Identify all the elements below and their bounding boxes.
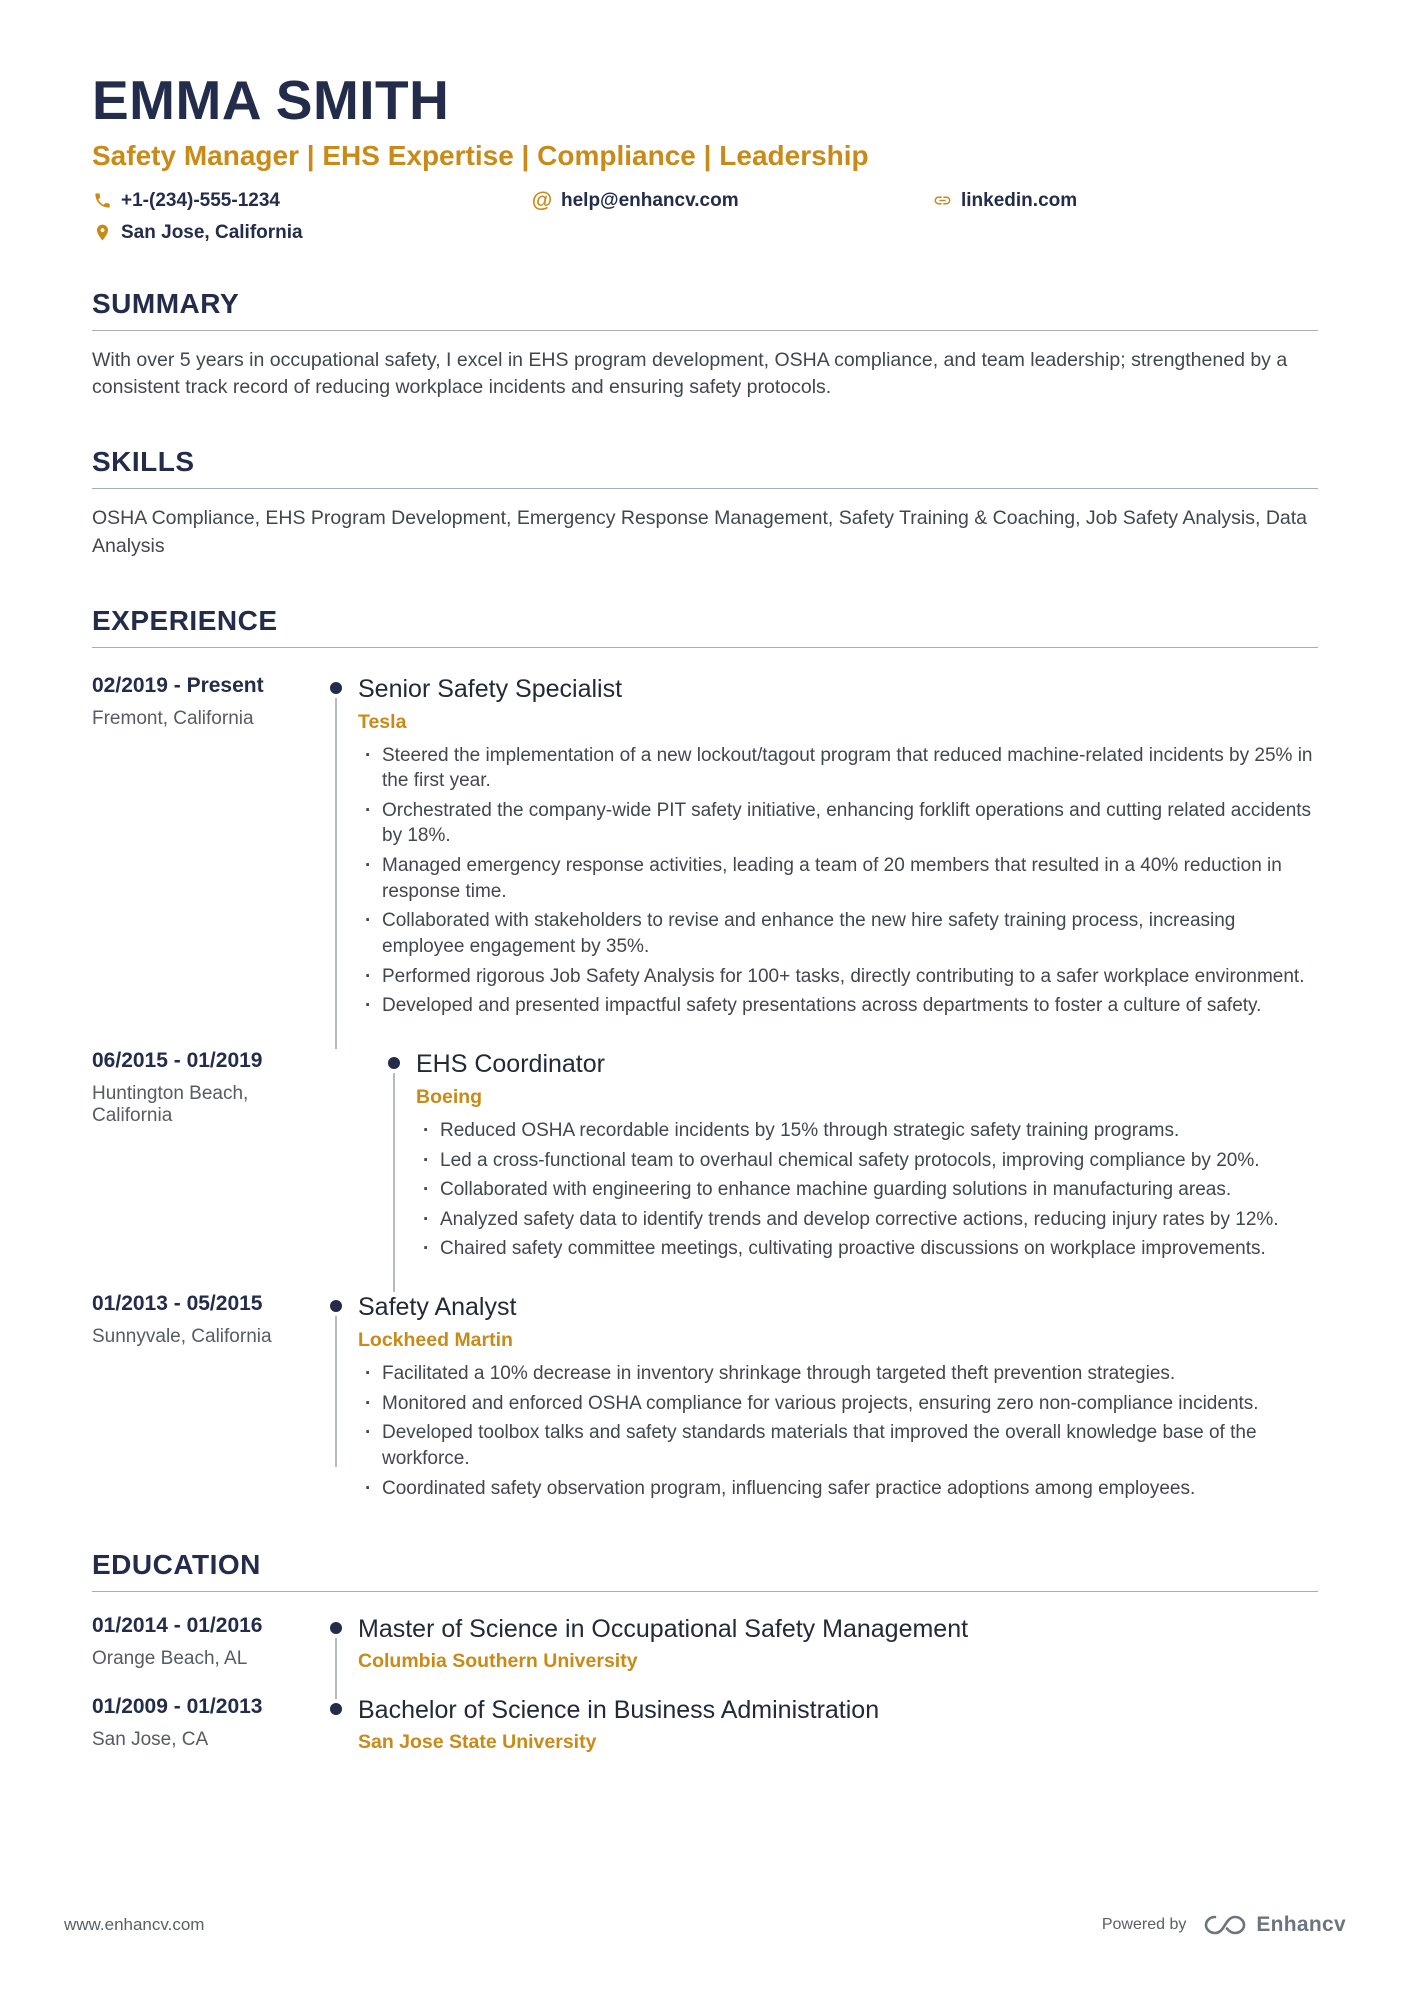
link-text: linkedin.com (961, 189, 1078, 211)
skills-heading: SKILLS (92, 446, 1318, 489)
timeline-dot (330, 1622, 342, 1634)
experience-location: Fremont, California (92, 707, 254, 729)
company-name: Tesla (358, 710, 407, 733)
experience-dates: 02/2019 - Present (92, 673, 264, 697)
timeline (314, 1614, 358, 1673)
candidate-headline: Safety Manager | EHS Expertise | Compliance | Leadership (92, 139, 869, 171)
link-icon (932, 191, 952, 211)
education-dates: 01/2009 - 01/2013 (92, 1695, 263, 1719)
experience-entry (92, 674, 1318, 1023)
experience-dates: 01/2013 - 05/2015 (92, 1292, 263, 1316)
contact-section (92, 190, 1318, 244)
education-heading: EDUCATION (92, 1549, 1318, 1592)
education-entry (92, 1614, 1318, 1673)
candidate-name: EMMA SMITH (92, 69, 450, 131)
experience-entry (92, 1049, 1318, 1266)
page-footer (64, 1913, 1346, 1937)
email-contact[interactable] (532, 190, 932, 212)
experience-location: Huntington Beach, California (92, 1082, 249, 1126)
summary-section (92, 288, 1318, 402)
experience-section (92, 605, 1318, 1506)
timeline-line (393, 1073, 395, 1292)
experience-entry (92, 1292, 1318, 1505)
school-name: Columbia Southern University (358, 1650, 638, 1673)
resume-header (92, 69, 1318, 244)
experience-heading: EXPERIENCE (92, 605, 1318, 648)
email-address: help@enhancv.com (561, 189, 739, 211)
job-bullets (416, 1118, 1318, 1262)
bullet-item: · Facilitated a 10% decrease in inventory shrinkage through targeted theft prevention strategies. (382, 1361, 1318, 1387)
bullet-item: · Monitored and enforced OSHA compliance for various projects, ensuring zero non-compliance incidents. (382, 1391, 1318, 1417)
bullet-item: · Collaborated with stakeholders to revise and enhance the new hire safety training process, increasing employee engagement by 35%. (382, 908, 1318, 959)
bullet-item: · Reduced OSHA recordable incidents by 15% through strategic safety training programs. (440, 1118, 1318, 1144)
education-entry (92, 1695, 1318, 1754)
bullet-item: · Developed toolbox talks and safety standards materials that improved the overall knowledge base of the workforce. (382, 1420, 1318, 1471)
company-name: Boeing (416, 1085, 483, 1108)
job-title: EHS Coordinator (416, 1049, 605, 1078)
phone-number: +1-(234)-555-1234 (121, 189, 280, 211)
timeline-line (335, 698, 337, 1049)
timeline-line (335, 1316, 337, 1467)
degree-title: Master of Science in Occupational Safety Management (358, 1615, 969, 1644)
email-icon: @ (531, 189, 553, 213)
education-location: San Jose, CA (92, 1729, 209, 1751)
timeline (314, 674, 358, 1023)
bullet-item: · Chaired safety committee meetings, cultivating proactive discussions on workplace improvements. (440, 1236, 1318, 1262)
timeline (372, 1049, 416, 1266)
school-name: San Jose State University (358, 1731, 597, 1754)
bullet-item: · Steered the implementation of a new lockout/tagout program that reduced machine-related incidents by 25% in the first year. (382, 743, 1318, 794)
education-section (92, 1549, 1318, 1754)
phone-contact[interactable] (92, 190, 532, 212)
job-title: Senior Safety Specialist (358, 674, 623, 703)
bullet-item: · Performed rigorous Job Safety Analysis for 100+ tasks, directly contributing to a safer workplace environment. (382, 964, 1318, 990)
link-contact[interactable] (932, 190, 1318, 212)
enhancv-logo-icon (1202, 1913, 1248, 1937)
timeline-dot (330, 1703, 342, 1715)
experience-location: Sunnyvale, California (92, 1326, 272, 1348)
job-bullets (358, 1361, 1318, 1501)
bullet-item: · Collaborated with engineering to enhance machine guarding solutions in manufacturing areas. (440, 1177, 1318, 1203)
location-text: San Jose, California (121, 221, 303, 243)
enhancv-brand-name: Enhancv (1256, 1913, 1346, 1936)
timeline-dot (388, 1057, 400, 1069)
summary-text: With over 5 years in occupational safety, I excel in EHS program development, OSHA compliance, and team leadership; strengthened by a consistent track record of reducing workplace incidents and ensuring safety protocols. (92, 348, 1288, 399)
education-dates: 01/2014 - 01/2016 (92, 1614, 263, 1638)
bullet-item: · Coordinated safety observation program, influencing safer practice adoptions among employees. (382, 1476, 1318, 1502)
timeline (314, 1695, 358, 1754)
experience-dates: 06/2015 - 01/2019 (92, 1048, 263, 1072)
bullet-item: · Analyzed safety data to identify trends and develop corrective actions, reducing injury rates by 12%. (440, 1207, 1318, 1233)
location-contact (92, 222, 1318, 244)
bullet-item: · Orchestrated the company-wide PIT safety initiative, enhancing forklift operations and cutting related accidents by 18%. (382, 798, 1318, 849)
bullet-item: · Developed and presented impactful safety presentations across departments to foster a culture of safety. (382, 993, 1318, 1019)
timeline (314, 1292, 358, 1505)
powered-by-block (1102, 1913, 1346, 1937)
job-bullets (358, 743, 1318, 1019)
degree-title: Bachelor of Science in Business Administration (358, 1696, 880, 1725)
timeline-line (335, 1638, 337, 1699)
skills-text: OSHA Compliance, EHS Program Development, Emergency Response Management, Safety Training & Coaching, Job Safety Analysis, Data Analysis (92, 507, 1308, 557)
phone-icon (92, 191, 112, 211)
summary-heading: SUMMARY (92, 288, 1318, 331)
enhancv-website-link[interactable]: www.enhancv.com (64, 1915, 205, 1934)
bullet-item: · Led a cross-functional team to overhaul chemical safety protocols, improving compliance by 20%. (440, 1148, 1318, 1174)
powered-by-label: Powered by (1101, 1916, 1187, 1933)
location-pin-icon (92, 223, 112, 243)
timeline-dot (330, 682, 342, 694)
company-name: Lockheed Martin (358, 1329, 513, 1352)
job-title: Safety Analyst (358, 1293, 517, 1322)
skills-section (92, 446, 1318, 560)
timeline-dot (330, 1300, 342, 1312)
bullet-item: · Managed emergency response activities, leading a team of 20 members that resulted in a 40% reduction in response time. (382, 853, 1318, 904)
education-location: Orange Beach, AL (92, 1648, 248, 1670)
